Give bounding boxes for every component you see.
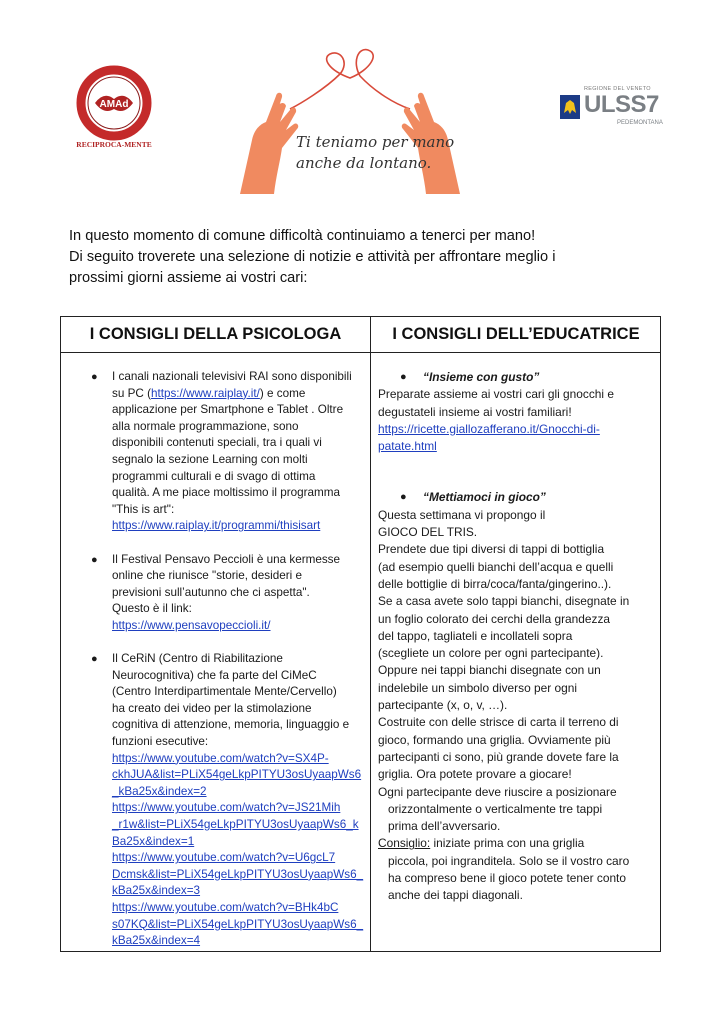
thisisart-link[interactable]: https://www.raiplay.it/programmi/thisisart <box>112 519 321 533</box>
consiglio-text: anche dei tappi diagonali. <box>388 888 523 903</box>
item-text: previsioni sull’autunno che ci aspetta". <box>112 585 310 599</box>
youtube-link[interactable]: _kBa25x&index=2 <box>112 784 207 798</box>
activity-title: “Insieme con gusto” <box>423 370 540 384</box>
activity-text: orizzontalmente o verticalmente tre tappi <box>388 801 603 816</box>
consiglio-label: Consiglio: <box>378 836 431 851</box>
educatrice-column <box>378 369 660 905</box>
activity-text: partecipanti ci sono, più grande dovete fare la <box>378 749 619 764</box>
activity-heading <box>378 489 660 506</box>
spacer <box>378 455 660 489</box>
activity-text: Preparate assieme ai vostri cari gli gnocchi e <box>378 387 614 402</box>
activity-text: GIOCO DEL TRIS. <box>378 525 478 540</box>
col-title-educatrice: I CONSIGLI DELL’EDUCATRICE <box>392 325 640 343</box>
column-divider <box>370 317 371 951</box>
bullet-icon: ● <box>91 553 98 566</box>
list-item <box>91 651 364 950</box>
activity-text: (scegliete un colore per ogni partecipante). <box>378 646 604 661</box>
intro-text <box>69 226 669 289</box>
item-text: alla normale programmazione, sono <box>112 419 299 433</box>
youtube-link[interactable]: https://www.youtube.com/watch?v=BHk4bC <box>112 901 339 914</box>
activity-text: partecipante (x, o, v, …). <box>378 698 508 713</box>
item-text: Il CeRiN (Centro di Riabilitazione <box>112 652 283 666</box>
header-divider <box>61 352 660 353</box>
activity-text: degustateli insieme ai vostri familiari! <box>378 404 572 419</box>
tagline-line1: Ti teniamo per mano <box>296 133 455 151</box>
item-text: programmi culturali e di svago di ottima <box>112 469 316 483</box>
ulss-region-label: REGIONE DEL VENETO <box>584 86 651 92</box>
item-text: qualità. A me piace moltissimo il programma <box>112 486 340 500</box>
item-text: funzioni esecutive: <box>112 735 209 749</box>
tips-table <box>60 316 661 952</box>
veneto-lion-icon <box>560 95 580 119</box>
activity-text: Oppure nei tappi bianchi disegnate con un <box>378 663 601 678</box>
list-item <box>91 552 361 635</box>
intro-line: In questo momento di comune difficoltà continuiamo a tenerci per mano! <box>69 228 536 244</box>
item-text: Il Festival Pensavo Peccioli è una kermesse <box>112 552 341 566</box>
consiglio-text: ha compreso bene il gioco potete tener conto <box>388 871 626 886</box>
activity-text: Prendete due tipi diversi di tappi di bottiglia <box>378 542 605 557</box>
activity-text: del tappo, tagliateli e incollateli sopra <box>378 628 573 643</box>
item-text: I canali nazionali televisivi RAI sono disponibili <box>112 370 352 383</box>
amad-logo-sub: RECIPROCA-MENTE <box>76 140 152 149</box>
ulss-name: ULSS7 <box>584 91 659 118</box>
youtube-link[interactable]: https://www.youtube.com/watch?v=U6gcL7 <box>112 851 336 865</box>
activity-title: “Mettiamoci in gioco” <box>423 490 546 505</box>
activity-text: un foglio colorato dei cerchi della grandezza <box>378 611 611 626</box>
youtube-link[interactable]: https://www.youtube.com/watch?v=JS21Mih <box>112 801 341 815</box>
item-text: disponibili contenuti speciali, tra i quali vi <box>112 436 322 450</box>
item-text: Questo è il link: <box>112 602 192 616</box>
tagline <box>296 132 496 174</box>
item-text: "This is art": <box>112 502 175 516</box>
raiplay-link[interactable]: https://www.raiplay.it/ <box>150 386 260 400</box>
activity-text: delle bottiglie di birra/coca/fanta/gingerino..). <box>378 576 612 591</box>
col-title-psicologa: I CONSIGLI DELLA PSICOLOGA <box>89 325 342 343</box>
item-text: cognitiva di attenzione, memoria, linguaggio e <box>112 718 350 732</box>
amad-logo-center: AMAd <box>99 99 129 110</box>
item-text: Neurocognitiva) che fa parte del CiMeC <box>112 668 317 682</box>
ulss-sub: PEDEMONTANA <box>617 120 663 126</box>
bullet-icon: ● <box>91 653 98 666</box>
bullet-icon: ● <box>400 371 407 383</box>
amad-logo <box>70 63 158 151</box>
activity-text: gioco, formando una griglia. Ovviamente più <box>378 732 611 747</box>
bullet-icon: ● <box>400 491 407 504</box>
pensavopeccioli-link[interactable]: https://www.pensavopeccioli.it/ <box>112 618 271 632</box>
activity-text: prima dell’avversario. <box>388 819 501 834</box>
activity-text: griglia. Ora potete provare a giocare! <box>378 767 572 782</box>
activity-text: Questa settimana vi propongo il <box>378 507 546 522</box>
intro-line: prossimi giorni assieme ai vostri cari: <box>69 270 308 286</box>
item-text: ha creato dei video per la stimolazione <box>112 701 312 715</box>
youtube-link[interactable]: _r1w&list=PLiX54geLkpPITYU3osUyaapWs6_k <box>112 818 359 832</box>
youtube-link[interactable]: kBa25x&index=4 <box>112 934 201 948</box>
item-text: segnalo la sezione Learning con molti <box>112 452 308 466</box>
consiglio-text: piccola, poi ingranditela. Solo se il vostro caro <box>388 853 630 868</box>
psicologa-column <box>91 369 364 950</box>
activity-text: (ad esempio quelli bianchi dell’acqua e quelli <box>378 559 614 574</box>
recipe-link[interactable]: https://ricette.giallozafferano.it/Gnocchi-di- <box>378 421 600 436</box>
item-text: (Centro Interdipartimentale Mente/Cervello) <box>112 685 337 699</box>
youtube-link[interactable]: Dcmsk&list=PLiX54geLkpPITYU3osUyaapWs6_ <box>112 867 364 881</box>
activity-text: indelebile un simbolo diverso per ogni <box>378 680 577 695</box>
activity-heading <box>378 369 660 386</box>
youtube-link[interactable]: s07KQ&list=PLiX54geLkpPITYU3osUyaapWs6_ <box>112 917 364 931</box>
ulss7-logo <box>560 86 663 134</box>
intro-line: Di seguito troverete una selezione di notizie e attività per affrontare meglio i <box>69 249 556 265</box>
tagline-line2: anche da lontano. <box>296 154 432 172</box>
youtube-link[interactable]: Ba25x&index=1 <box>112 834 195 848</box>
item-text: applicazione per Smartphone e Tablet . Oltre <box>112 403 344 417</box>
bullet-icon: ● <box>91 371 98 383</box>
youtube-link[interactable]: ckhJUA&list=PLiX54geLkpPITYU3osUyaapWs6 <box>112 768 362 782</box>
recipe-link[interactable]: patate.html <box>378 439 437 454</box>
activity-text: Ogni partecipante deve riuscire a posizionare <box>378 784 617 799</box>
youtube-link[interactable]: https://www.youtube.com/watch?v=SX4P- <box>112 751 329 765</box>
youtube-link[interactable]: kBa25x&index=3 <box>112 884 201 898</box>
activity-text: Se a casa avete solo tappi bianchi, disegnate in <box>378 594 630 609</box>
item-text: su PC (https://www.raiplay.it/) e come <box>112 386 306 400</box>
list-item <box>91 369 361 535</box>
activity-text: Costruite con delle strisce di carta il terreno di <box>378 715 619 730</box>
item-text: online che riunisce "storie, desideri e <box>112 569 302 583</box>
consiglio-text: Consiglio: iniziate prima con una griglia <box>378 836 585 851</box>
